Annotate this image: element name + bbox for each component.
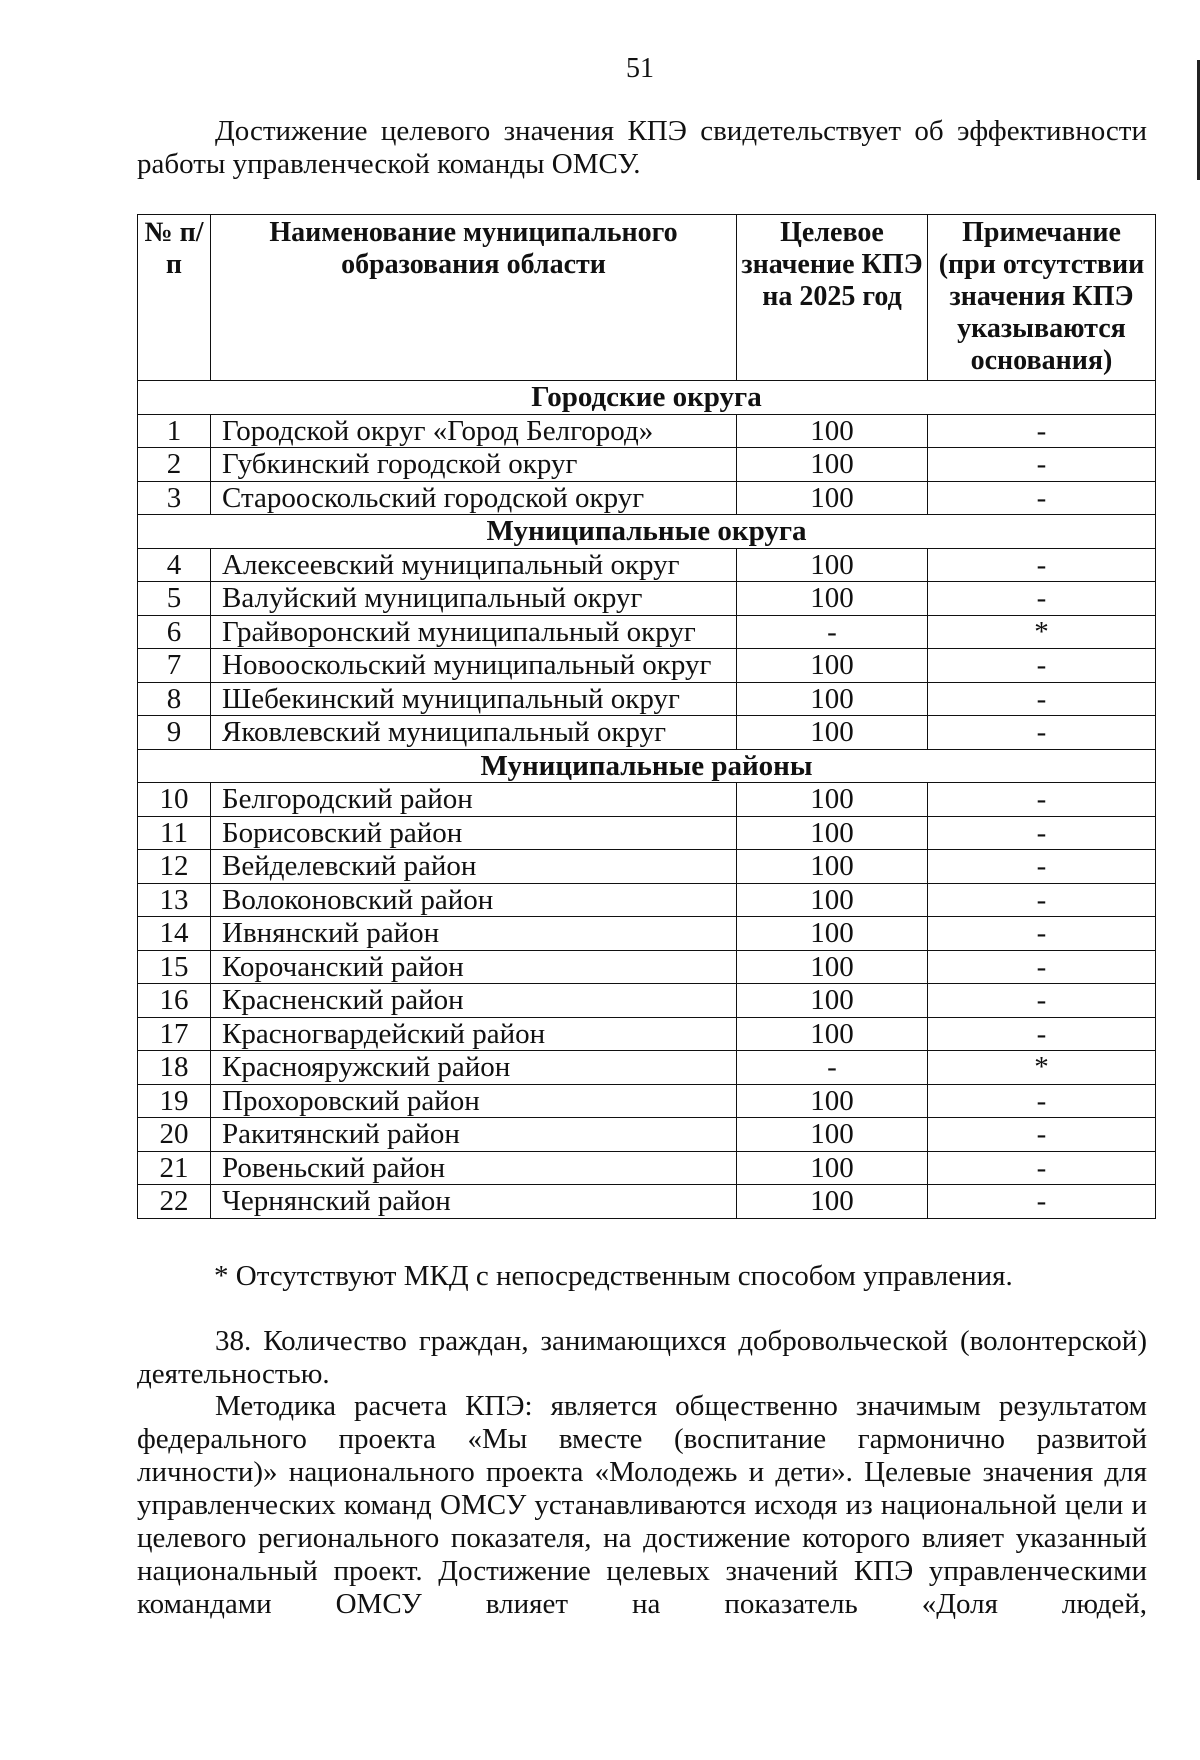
row-note: * [928, 1051, 1156, 1085]
row-number: 1 [138, 414, 211, 448]
page-number: 51 [626, 53, 654, 84]
table-row [138, 582, 1156, 616]
municipality-name: Городской округ «Город Белгород» [211, 414, 737, 448]
row-note: - [928, 582, 1156, 616]
kpe-table [137, 214, 1156, 1219]
row-note: - [928, 716, 1156, 750]
row-note: - [928, 917, 1156, 951]
row-note: - [928, 984, 1156, 1018]
row-note: * [928, 615, 1156, 649]
target-value: 100 [737, 883, 928, 917]
target-value: 100 [737, 649, 928, 683]
row-note: - [928, 1017, 1156, 1051]
table-row [138, 448, 1156, 482]
row-note: - [928, 950, 1156, 984]
table-row [138, 1051, 1156, 1085]
target-value: 100 [737, 682, 928, 716]
row-note: - [928, 682, 1156, 716]
row-note: - [928, 481, 1156, 515]
row-note: - [928, 1185, 1156, 1219]
table-row [138, 1151, 1156, 1185]
row-number: 20 [138, 1118, 211, 1152]
group-title: Муниципальные округа [138, 515, 1156, 549]
row-number: 18 [138, 1051, 211, 1085]
target-value: 100 [737, 1017, 928, 1051]
target-value: 100 [737, 548, 928, 582]
table-row [138, 682, 1156, 716]
table-row [138, 716, 1156, 750]
table-row [138, 548, 1156, 582]
table-row [138, 883, 1156, 917]
row-number: 21 [138, 1151, 211, 1185]
municipality-name: Губкинский городской округ [211, 448, 737, 482]
paragraph-38: 38. Количество граждан, занимающихся добровольческой (волонтерской) деятельностью. [137, 1325, 1147, 1390]
municipality-name: Грайворонский муниципальный округ [211, 615, 737, 649]
row-number: 12 [138, 850, 211, 884]
municipality-name: Прохоровский район [211, 1084, 737, 1118]
municipality-name: Новооскольский муниципальный округ [211, 649, 737, 683]
target-value: 100 [737, 1151, 928, 1185]
municipality-name: Красногвардейский район [211, 1017, 737, 1051]
row-number: 3 [138, 481, 211, 515]
table-row [138, 1084, 1156, 1118]
table-body [138, 381, 1156, 1219]
table-row [138, 615, 1156, 649]
municipality-name: Чернянский район [211, 1185, 737, 1219]
municipality-name: Красненский район [211, 984, 737, 1018]
target-value: 100 [737, 783, 928, 817]
table-row [138, 1118, 1156, 1152]
row-number: 7 [138, 649, 211, 683]
group-title: Муниципальные районы [138, 749, 1156, 783]
municipality-name: Ивнянский район [211, 917, 737, 951]
target-value: 100 [737, 1185, 928, 1219]
row-number: 22 [138, 1185, 211, 1219]
row-number: 19 [138, 1084, 211, 1118]
municipality-name: Борисовский район [211, 816, 737, 850]
target-value: 100 [737, 950, 928, 984]
row-number: 5 [138, 582, 211, 616]
group-row [138, 381, 1156, 415]
target-value: 100 [737, 414, 928, 448]
target-value: - [737, 615, 928, 649]
row-number: 2 [138, 448, 211, 482]
row-note: - [928, 850, 1156, 884]
row-number: 11 [138, 816, 211, 850]
header-note-title: Примечание [962, 217, 1121, 248]
row-note: - [928, 816, 1156, 850]
table-row [138, 984, 1156, 1018]
municipality-name: Волоконовский район [211, 883, 737, 917]
row-number: 9 [138, 716, 211, 750]
target-value: 100 [737, 917, 928, 951]
row-number: 8 [138, 682, 211, 716]
municipality-name: Корочанский район [211, 950, 737, 984]
header-name: Наименование муниципального образования области [211, 215, 737, 381]
target-value: - [737, 1051, 928, 1085]
target-value: 100 [737, 448, 928, 482]
group-title: Городские округа [138, 381, 1156, 415]
target-value: 100 [737, 1084, 928, 1118]
row-number: 14 [138, 917, 211, 951]
municipality-name: Белгородский район [211, 783, 737, 817]
row-note: - [928, 548, 1156, 582]
group-row [138, 515, 1156, 549]
target-value: 100 [737, 716, 928, 750]
table-row [138, 816, 1156, 850]
row-number: 17 [138, 1017, 211, 1051]
municipality-name: Старооскольский городской округ [211, 481, 737, 515]
table-row [138, 1017, 1156, 1051]
municipality-name: Валуйский муниципальный округ [211, 582, 737, 616]
header-note [928, 215, 1156, 381]
row-note: - [928, 414, 1156, 448]
group-row [138, 749, 1156, 783]
municipality-name: Вейделевский район [211, 850, 737, 884]
target-value: 100 [737, 984, 928, 1018]
table-row [138, 783, 1156, 817]
row-number: 10 [138, 783, 211, 817]
target-value: 100 [737, 1118, 928, 1152]
municipality-name: Яковлевский муниципальный округ [211, 716, 737, 750]
row-note: - [928, 1151, 1156, 1185]
table-row [138, 950, 1156, 984]
row-note: - [928, 649, 1156, 683]
header-num: № п/п [138, 215, 211, 381]
header-note-detail: (при отсутствии значения КПЭ указываются основания) [938, 249, 1145, 376]
table-row [138, 1185, 1156, 1219]
header-target: Целевое значение КПЭ на 2025 год [737, 215, 928, 381]
row-note: - [928, 1118, 1156, 1152]
row-note: - [928, 783, 1156, 817]
municipality-name: Ракитянский район [211, 1118, 737, 1152]
row-note: - [928, 1084, 1156, 1118]
table-row [138, 481, 1156, 515]
row-number: 13 [138, 883, 211, 917]
row-note: - [928, 883, 1156, 917]
table-header-row [138, 215, 1156, 381]
row-number: 6 [138, 615, 211, 649]
paragraph-method: Методика расчета КПЭ: является общественно значимым результатом федерального проекта «Мы вместе (воспитание гармонично развитой личности)» национального проекта «Молодежь и дети». Целевые значения для управленческих команд ОМСУ устанавливаются исходя из национальной цели и целевого регионального показателя, на достижение которого влияет указанный национальный проект. Достижение целевых значений КПЭ управленческими командами ОМСУ влияет на показатель «Доля людей, [137, 1390, 1147, 1620]
municipality-name: Ровеньский район [211, 1151, 737, 1185]
row-number: 4 [138, 548, 211, 582]
municipality-name: Шебекинский муниципальный округ [211, 682, 737, 716]
target-value: 100 [737, 816, 928, 850]
municipality-name: Алексеевский муниципальный округ [211, 548, 737, 582]
intro-paragraph: Достижение целевого значения КПЭ свидетельствует об эффективности работы управленческой команды ОМСУ. [137, 115, 1147, 180]
target-value: 100 [737, 582, 928, 616]
row-note: - [928, 448, 1156, 482]
table-row [138, 850, 1156, 884]
target-value: 100 [737, 850, 928, 884]
table-row [138, 917, 1156, 951]
municipality-name: Краснояружский район [211, 1051, 737, 1085]
footnote: * Отсутствуют МКД с непосредственным способом управления. [214, 1260, 1013, 1292]
row-number: 16 [138, 984, 211, 1018]
row-number: 15 [138, 950, 211, 984]
table-row [138, 414, 1156, 448]
table-row [138, 649, 1156, 683]
target-value: 100 [737, 481, 928, 515]
